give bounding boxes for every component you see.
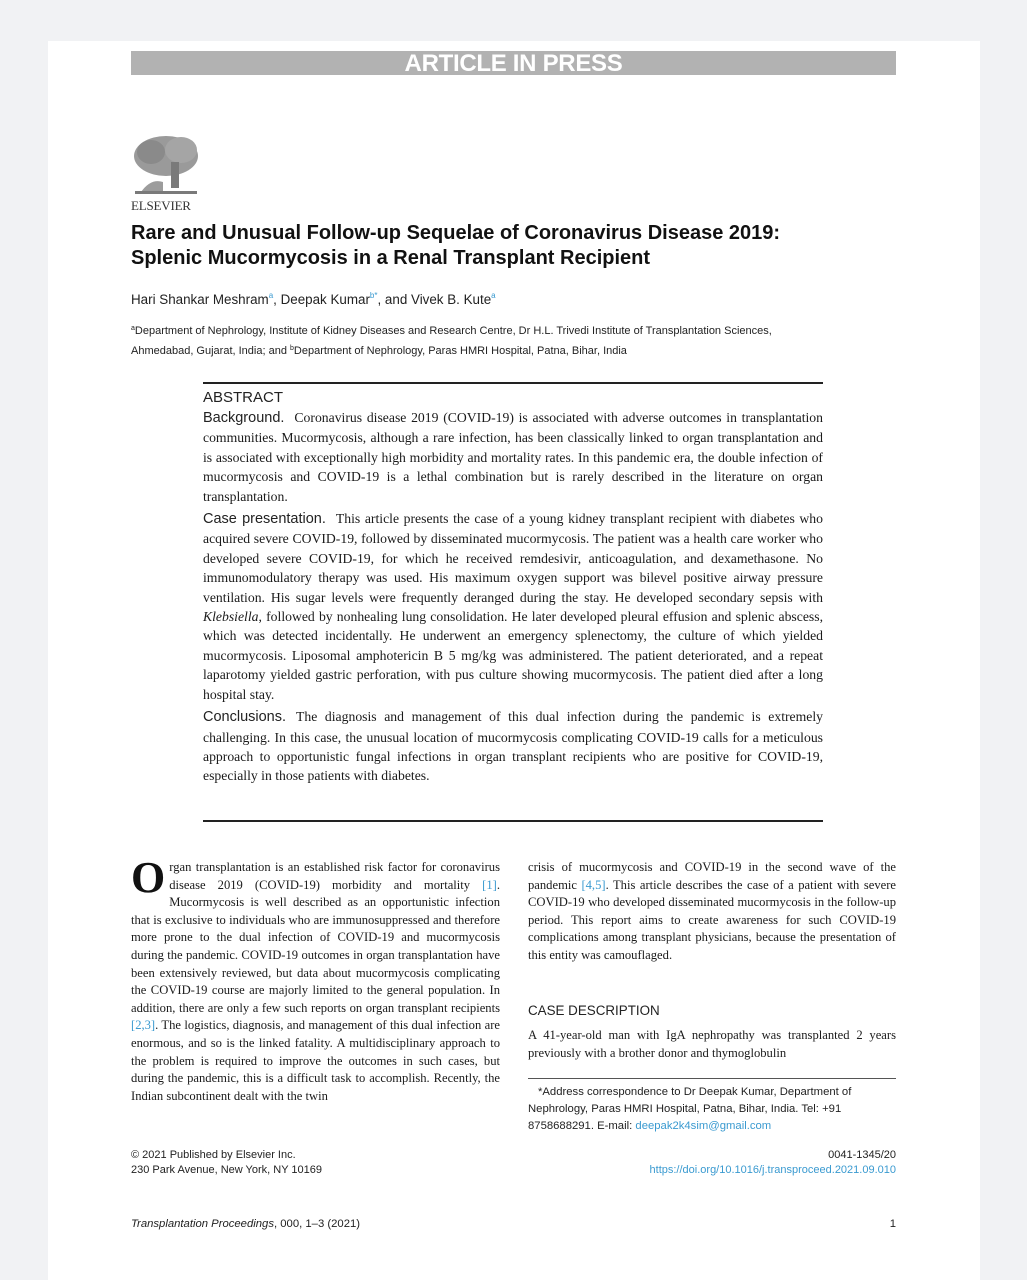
affiliation-marker: b [290,345,294,352]
footnote-rule [528,1078,896,1079]
body-text: . Mucormycosis is well described as an opportunistic infection that is exclusive to individuals who are immunosuppressed and therefore more prone to the dual infection of COVID-19 and mucormycosis during the pandemic. COVID-19 outcomes in organ transplantation have been extensively reviewed, but data about mucormycosis complicating the COVID-19 course are majorly limited to the general population. In addition, there are only a few such reports on organ transplant recipients [131,877,500,1015]
article-in-press-banner: ARTICLE IN PRESS [131,51,896,75]
copyright-line: © 2021 Published by Elsevier Inc. [131,1149,296,1161]
abstract-heading: ABSTRACT [203,389,284,406]
citation-link[interactable]: [1] [482,877,497,892]
abstract-section-text: The diagnosis and management of this dual infection during the pandemic is extremely challenging. In this case, the unusual location of mucormycosis complicating COVID-19 calls for a meticulous approach to opportunistic fungal infections in organ transplant recipients who are positive for COVID-19, especially in those patients with diabetes. [203,709,823,784]
organism-name: Klebsiella [203,609,259,625]
drop-cap: O [131,853,166,902]
document-page [48,41,980,1280]
abstract-section-text: This article presents the case of a young kidney transplant recipient with diabetes who acquired severe COVID-19, followed by disseminated mucormycosis. The patient was a health care worker who developed severe COVID-19, for which he received remdesivir, anticoagulation, and dexamethasone. No immunomodulatory therapy was used. His maximum oxygen support was bilevel positive airway pressure ventilation. His sugar levels were frequently deranged during the stay. He developed secondary sepsis with [203,511,823,605]
affiliation-line: Department of Nephrology, Institute of Kidney Diseases and Research Centre, Dr H.L. Trivedi Institute of Transplantation Sciences, [134,325,772,337]
citation-link[interactable]: [4,5] [581,877,606,892]
abstract-section-label: Background. [203,410,285,426]
body-text: rgan transplantation is an established risk factor for coronavirus disease 2019 (COVID-19) morbidity and mortality [169,860,500,892]
footnote-text: *Address correspondence to Dr Deepak Kumar, Department of Nephrology, Paras HMRI Hospital, Patna, Bihar, India. Tel: +91 8758688291. E-mail: [528,1086,852,1132]
abstract-conclusions [203,707,823,786]
affiliations [131,320,921,360]
author-separator: , [273,292,281,307]
abstract-box [203,382,823,789]
body-column-left [131,853,500,1105]
elsevier-tree-icon [131,134,201,196]
journal-volume: , 000, 1–3 (2021) [273,1218,361,1230]
abstract-section-text: Coronavirus disease 2019 (COVID-19) is associated with adverse outcomes in transplantation communities. Mucormycosis, although a rare infection, has been classically linked to organ transplantation and is associated with exceptionally high morbidity and mortality rates. In this pandemic era, the double infection of mucormycosis and COVID-19 is a lethal combination but is rarely described in the literature on organ transplantation. [203,410,823,504]
abstract-section-label: Conclusions. [203,709,287,726]
issn: 0041-1345/20 [828,1149,896,1161]
author-list [131,291,496,307]
article-title-line-1: Rare and Unusual Follow-up Sequelae of Coronavirus Disease 2019: [131,222,781,244]
article-title-line-2: Splenic Mucormycosis in a Renal Transplant Recipient [131,247,651,269]
abstract-background [203,408,823,506]
journal-citation [131,1218,360,1230]
body-text: . This article describes the case of a patient with severe COVID-19 who developed disseminated mucormycosis in the follow-up period. This report aims to create awareness for such COVID-19 complications among transplant physicians, because the presentation of this entity was camouflaged. [528,877,896,962]
section-heading-case-description: CASE DESCRIPTION [528,1003,660,1018]
author-affiliation-marker[interactable]: a [491,291,496,300]
affiliation-marker: a [131,325,135,332]
author-separator: , and [377,292,411,307]
case-description-text: A 41-year-old man with IgA nephropathy was transplanted 2 years previously with a brother donor and thymoglobulin [528,1028,896,1060]
author-affiliation-marker[interactable]: a [268,291,274,300]
abstract-case-presentation [203,509,823,704]
author-name: Vivek B. Kute [411,292,492,307]
abstract-section-text: , followed by nonhealing lung consolidation. He later developed pleural effusion and splenic abscess, which was detected incidentally. He underwent an emergency splenectomy, the culture of which yielded mucormycosis. Liposomal amphotericin B 5 mg/kg was administered. The patient deteriorated, and a repeat laparotomy yielded gastric perforation, with pus culture showing mucormycosis. The patient died after a long hospital stay. [203,609,823,702]
author-name: Hari Shankar Meshram [131,292,269,307]
body-text: . The logistics, diagnosis, and management of this dual infection are enormous, and so is the linked fatality. A multidisciplinary approach to the problem is required to improve the outcomes in such cases, but during the pandemic, this is a difficult task to accomplish. Recently, the Indian subcontinent dealt with the twin [131,1018,500,1103]
publisher-logo-text: ELSEVIER [131,198,191,213]
article-title [131,221,911,271]
page-number: 1 [889,1218,896,1230]
publisher-address: 230 Park Avenue, New York, NY 10169 [131,1164,323,1176]
journal-name: Transplantation Proceedings [131,1218,274,1230]
publisher-logo [131,134,201,214]
doi-block [650,1148,896,1178]
abstract-section-label: Case presentation. [203,511,326,528]
body-text: crisis of mucormycosis and COVID-19 in the second wave of the pandemic [528,860,896,892]
email-link[interactable]: deepak2k4sim@gmail.com [635,1120,772,1132]
doi-link[interactable]: https://doi.org/10.1016/j.transproceed.2021.09.010 [649,1164,896,1176]
abstract-bottom-rule [203,820,823,822]
author-affiliation-marker[interactable]: b* [369,291,378,300]
citation-link[interactable]: [2,3] [131,1018,156,1033]
correspondence-footnote [528,1084,898,1135]
affiliation-line: Department of Nephrology, Paras HMRI Hospital, Patna, Bihar, India [293,345,627,357]
copyright-block [131,1148,322,1178]
author-name: Deepak Kumar [280,292,370,307]
body-column-right [528,859,896,965]
affiliation-line: Ahmedabad, Gujarat, India; and [131,345,290,357]
